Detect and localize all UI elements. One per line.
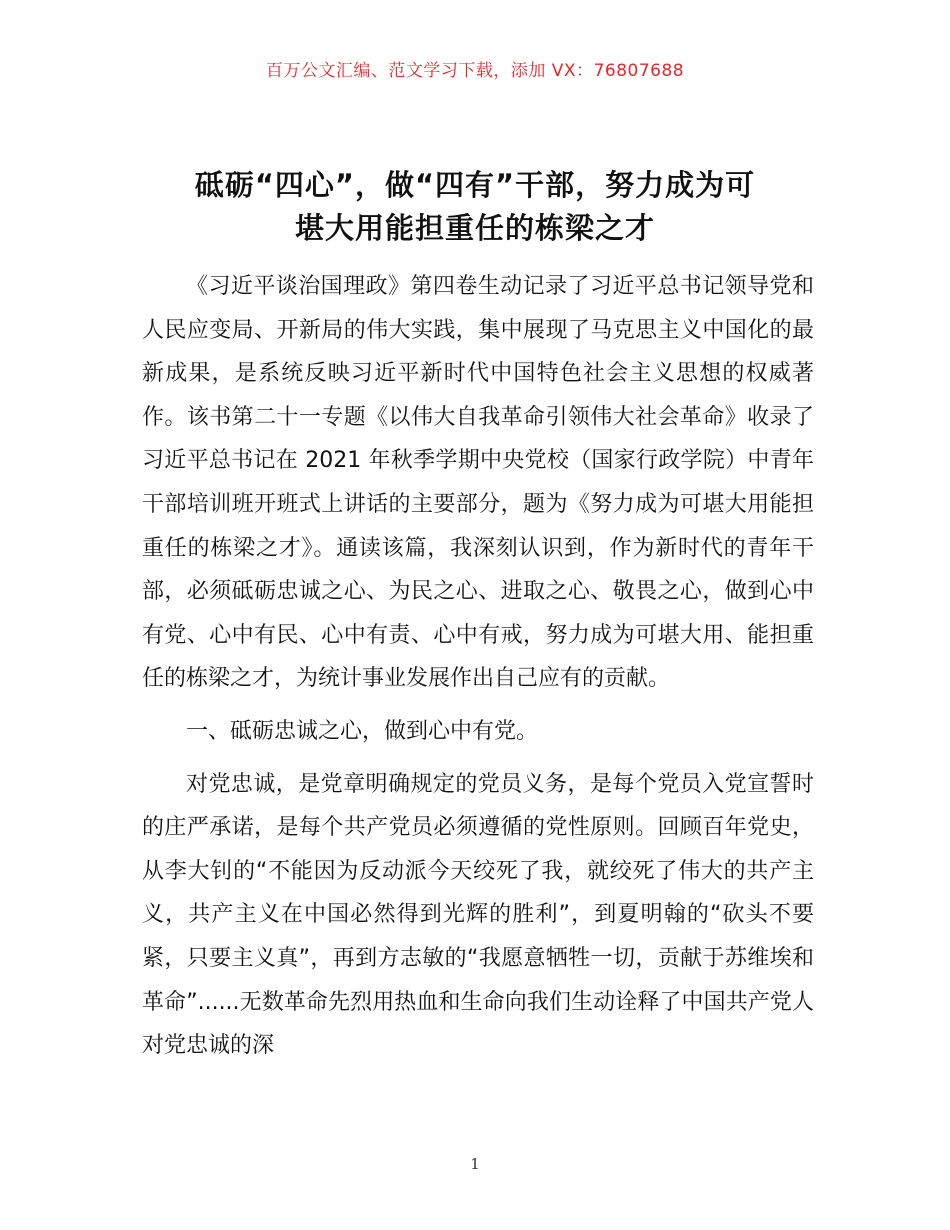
header-watermark: 百万公文汇编、范文学习下载，添加 VX：76807688 xyxy=(265,61,685,81)
body-paragraph-intro: 《习近平谈治国理政》第四卷生动记录了习近平总书记领导党和人民应变局、开新局的伟大实践，集中展现了马克思主义中国化的最新成果，是系统反映习近平新时代中国特色社会主义思想的权威著作。该书第二十一专题《以伟大自我革命引领伟大社会革命》收录了习近平总书记在 2021 年秋季学期中央党校（国家行政学院）中青年干部培训班开班式上讲话的主要部分，题为《努力成为可堪大用能担重任的栋梁之才》。通读该篇，我深刻认识到，作为新时代的青年干部，必须砥砺忠诚之心、为民之心、进取之心、敬畏之心，做到心中有党、心中有民、心中有责、心中有戒，努力成为可堪大用、能担重任的栋梁之才，为统计事业发展作出自己应有的贡献。 xyxy=(142,274,814,692)
body-paragraph-loyalty: 对党忠诚，是党章明确规定的党员义务，是每个党员入党宣誓时的庄严承诺，是每个共产党员必须遵循的党性原则。回顾百年党史，从李大钊的“不能因为反动派今天绞死了我，就绞死了伟大的共产主义，共产主义在中国必然得到光辉的胜利”，到夏明翰的“砍头不要紧，只要主义真”，再到方志敏的“我愿意牺牲一切，贡献于苏维埃和革命”......无数革命先烈用热血和生命向我们生动诠释了中国共产党人对党忠诚的深 xyxy=(142,771,814,1059)
document-title xyxy=(120,164,830,250)
section-heading-1: 一、砥砺忠诚之心，做到心中有党。 xyxy=(186,718,539,744)
document-body xyxy=(142,265,814,1068)
page-number: 1 xyxy=(470,1155,480,1173)
title-line-1: 砥砺“四心”，做“四有”干部，努力成为可 xyxy=(194,168,756,202)
title-line-2: 堪大用能担重任的栋梁之才 xyxy=(294,211,655,245)
